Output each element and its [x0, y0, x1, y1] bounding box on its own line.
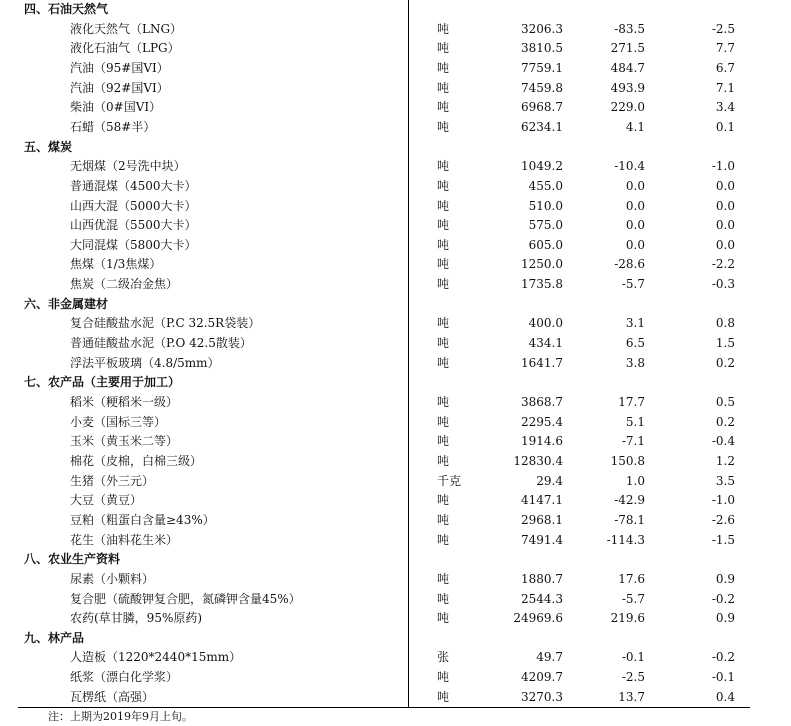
item-change-pct: 3.5: [715, 473, 735, 488]
item-price: 1735.8: [521, 277, 563, 292]
table-row: [0, 648, 791, 668]
item-change: 0.0: [625, 218, 645, 233]
item-change-pct: 0.5: [715, 395, 735, 409]
item-unit: 吨: [437, 689, 450, 704]
item-name: 焦煤（1/3焦煤）: [70, 257, 162, 272]
item-change-pct: -2.6: [711, 512, 735, 527]
item-unit: 吨: [437, 159, 450, 174]
item-change-pct: 0.0: [715, 218, 735, 233]
item-unit: 吨: [437, 670, 450, 685]
item-change: -83.5: [614, 21, 645, 36]
item-name: 普通混煤（4500大卡）: [70, 178, 197, 193]
item-price: 3270.3: [521, 689, 563, 704]
item-price: 1641.7: [521, 355, 563, 370]
item-change: 3.8: [625, 355, 645, 370]
item-change-pct: 0.4: [715, 689, 735, 704]
item-price: 1250.0: [521, 257, 563, 272]
item-unit: 吨: [437, 60, 450, 75]
item-unit: 吨: [437, 414, 450, 429]
item-name: 无烟煤（2号洗中块）: [70, 159, 186, 174]
item-name: 柴油（0#国VI）: [70, 100, 162, 115]
item-change: 219.6: [610, 611, 645, 626]
table-row: [0, 79, 791, 99]
table-row: [0, 531, 791, 551]
item-name: 瓦楞纸（高强）: [70, 689, 155, 704]
item-change-pct: -0.1: [711, 670, 735, 685]
item-name: 大同混煤（5800大卡）: [70, 237, 197, 252]
item-price: 29.4: [536, 473, 563, 488]
table-row: [0, 688, 791, 708]
item-price: 2295.4: [521, 414, 563, 429]
table-row: [0, 177, 791, 197]
item-change-pct: -0.2: [711, 650, 735, 665]
item-name: 纸浆（漂白化学浆）: [70, 670, 179, 685]
table-row: [0, 216, 791, 236]
table-row: [0, 157, 791, 177]
item-change-pct: 0.0: [715, 198, 735, 213]
item-change: 5.1: [625, 414, 645, 429]
item-change-pct: 1.2: [715, 453, 735, 468]
item-unit: 吨: [437, 434, 450, 449]
table-row: [0, 413, 791, 433]
item-price: 434.1: [528, 336, 563, 351]
table-row: [0, 590, 791, 610]
item-unit: 吨: [437, 277, 450, 292]
item-change: 271.5: [610, 41, 645, 56]
item-name: 尿素（小颗料）: [70, 571, 155, 586]
item-price: 7759.1: [521, 60, 563, 75]
table-row: [0, 59, 791, 79]
item-change: -7.1: [621, 434, 645, 449]
table-row: [0, 118, 791, 138]
item-price: 4147.1: [521, 493, 563, 508]
item-name: 浮法平板玻璃（4.8/5mm）: [70, 355, 220, 370]
item-price: 1049.2: [521, 159, 563, 174]
item-unit: 吨: [437, 21, 450, 36]
item-unit: 吨: [437, 355, 450, 370]
item-change-pct: -0.3: [711, 277, 735, 292]
item-price: 7491.4: [521, 532, 563, 547]
item-name: 小麦（国标三等）: [70, 414, 167, 429]
item-change-pct: 1.5: [715, 336, 735, 351]
item-change-pct: 6.7: [715, 60, 735, 75]
category-row: [0, 138, 791, 158]
item-change: -0.1: [621, 650, 645, 665]
item-unit: 吨: [437, 218, 450, 233]
item-name: 大豆（黄豆）: [70, 493, 143, 508]
item-change: 17.7: [618, 395, 645, 409]
item-unit: 吨: [437, 395, 450, 409]
item-name: 汽油（95#国VI）: [70, 60, 169, 75]
item-change: -5.7: [621, 591, 645, 606]
item-unit: 吨: [437, 512, 450, 527]
item-price: 575.0: [528, 218, 563, 233]
item-change: 493.9: [610, 80, 645, 95]
item-price: 2968.1: [521, 512, 563, 527]
item-unit: 吨: [437, 119, 450, 134]
category-title: 五、煤炭: [24, 139, 73, 154]
item-name: 人造板（1220*2440*15mm）: [70, 650, 242, 665]
item-price: 24969.6: [513, 611, 563, 626]
item-change-pct: -1.0: [711, 493, 735, 508]
item-price: 3206.3: [521, 21, 563, 36]
item-change-pct: 0.9: [715, 571, 735, 586]
item-change-pct: 0.1: [715, 119, 735, 134]
item-change: 13.7: [618, 689, 645, 704]
item-change-pct: -1.0: [711, 159, 735, 174]
item-change: 229.0: [610, 100, 645, 115]
item-unit: 吨: [437, 336, 450, 351]
item-price: 510.0: [528, 198, 563, 213]
item-unit: 吨: [437, 493, 450, 508]
item-price: 455.0: [528, 178, 563, 193]
item-name: 液化天然气（LNG）: [70, 21, 183, 36]
category-row: [0, 373, 791, 393]
item-unit: 吨: [437, 316, 450, 331]
item-name: 山西大混（5000大卡）: [70, 198, 197, 213]
table-row: [0, 472, 791, 492]
item-name: 焦炭（二级冶金焦）: [70, 277, 179, 292]
footnote: 注：上期为2019年9月上旬。: [48, 710, 193, 723]
item-price: 3810.5: [521, 41, 563, 56]
item-change: 484.7: [610, 60, 645, 75]
category-title: 九、林产品: [24, 630, 85, 645]
item-change-pct: 0.8: [715, 316, 735, 331]
table-row: [0, 354, 791, 374]
item-change-pct: 0.9: [715, 611, 735, 626]
item-price: 7459.8: [521, 80, 563, 95]
item-unit: 吨: [437, 591, 450, 606]
item-name: 液化石油气（LPG）: [70, 41, 180, 56]
item-unit: 千克: [437, 473, 462, 488]
item-price: 3868.7: [521, 395, 563, 409]
table-row: [0, 314, 791, 334]
table-row: [0, 570, 791, 590]
table-row: [0, 197, 791, 217]
item-change: 4.1: [625, 119, 645, 134]
item-price: 2544.3: [521, 591, 563, 606]
table-row: [0, 98, 791, 118]
table-row: [0, 432, 791, 452]
table-row: [0, 668, 791, 688]
item-unit: 吨: [437, 198, 450, 213]
category-row: [0, 629, 791, 649]
item-name: 普通硅酸盐水泥（P.O 42.5散装）: [70, 336, 252, 351]
table-row: [0, 609, 791, 629]
table-row: [0, 452, 791, 472]
item-change: -78.1: [614, 512, 645, 527]
item-price: 605.0: [528, 237, 563, 252]
item-change-pct: 7.1: [715, 80, 735, 95]
item-name: 汽油（92#国VI）: [70, 80, 169, 95]
category-row: [0, 295, 791, 315]
item-name: 花生（油料花生米）: [70, 532, 179, 547]
item-price: 6968.7: [521, 100, 563, 115]
table-row: [0, 39, 791, 59]
item-change-pct: 0.0: [715, 237, 735, 252]
item-change-pct: -0.4: [711, 434, 735, 449]
item-change: -114.3: [606, 532, 645, 547]
item-change-pct: 0.0: [715, 178, 735, 193]
table-row: [0, 491, 791, 511]
category-row: [0, 550, 791, 570]
item-change-pct: 0.2: [715, 414, 735, 429]
item-unit: 吨: [437, 100, 450, 115]
category-title: 四、石油天然气: [24, 2, 109, 16]
item-change-pct: 0.2: [715, 355, 735, 370]
table-row: [0, 20, 791, 40]
item-change: -10.4: [614, 159, 645, 174]
item-change: 17.6: [618, 571, 645, 586]
item-change-pct: -0.2: [711, 591, 735, 606]
item-name: 棉花（皮棉，白棉三级）: [70, 453, 203, 468]
item-name: 石蜡（58#半）: [70, 119, 156, 134]
item-change: 6.5: [625, 336, 645, 351]
item-change: 0.0: [625, 178, 645, 193]
table-row: [0, 275, 791, 295]
item-unit: 张: [437, 650, 450, 665]
table-row: [0, 236, 791, 256]
category-row: [0, 0, 791, 20]
item-name: 山西优混（5500大卡）: [70, 218, 197, 233]
item-change-pct: 3.4: [715, 100, 735, 115]
item-unit: 吨: [437, 453, 450, 468]
item-change: 0.0: [625, 237, 645, 252]
item-change: -28.6: [614, 257, 645, 272]
category-title: 八、农业生产资料: [24, 552, 121, 567]
item-unit: 吨: [437, 532, 450, 547]
item-name: 农药(草甘膦，95%原药): [70, 611, 203, 626]
item-change: -2.5: [621, 670, 645, 685]
item-change-pct: 7.7: [715, 41, 735, 56]
item-name: 复合硅酸盐水泥（P.C 32.5R袋装）: [70, 316, 261, 331]
item-unit: 吨: [437, 41, 450, 56]
item-change: 150.8: [610, 453, 645, 468]
category-title: 七、农产品（主要用于加工）: [24, 375, 181, 390]
item-price: 12830.4: [513, 453, 563, 468]
item-change-pct: -2.2: [711, 257, 735, 272]
item-change-pct: -2.5: [711, 21, 735, 36]
item-name: 复合肥（硫酸钾复合肥，氮磷钾含量45%）: [70, 591, 301, 606]
table-row: [0, 334, 791, 354]
table-row: [0, 393, 791, 413]
table-row: [0, 511, 791, 531]
item-name: 稻米（粳稻米一级）: [70, 395, 179, 409]
item-change: 1.0: [625, 473, 645, 488]
item-price: 49.7: [536, 650, 563, 665]
item-change: 3.1: [625, 316, 645, 331]
item-change-pct: -1.5: [711, 532, 735, 547]
item-change: 0.0: [625, 198, 645, 213]
table-row: [0, 255, 791, 275]
item-unit: 吨: [437, 571, 450, 586]
item-change: -5.7: [621, 277, 645, 292]
item-name: 豆粕（粗蛋白含量≥43%）: [70, 512, 215, 527]
item-name: 生猪（外三元）: [70, 473, 155, 488]
item-price: 1880.7: [521, 571, 563, 586]
item-change: -42.9: [614, 493, 645, 508]
item-price: 4209.7: [521, 670, 563, 685]
item-unit: 吨: [437, 237, 450, 252]
item-price: 6234.1: [521, 119, 563, 134]
item-price: 400.0: [528, 316, 563, 331]
item-unit: 吨: [437, 80, 450, 95]
item-unit: 吨: [437, 257, 450, 272]
item-unit: 吨: [437, 178, 450, 193]
category-title: 六、非金属建材: [24, 296, 109, 311]
item-name: 玉米（黄玉米二等）: [70, 434, 179, 449]
item-price: 1914.6: [521, 434, 563, 449]
item-unit: 吨: [437, 611, 450, 626]
